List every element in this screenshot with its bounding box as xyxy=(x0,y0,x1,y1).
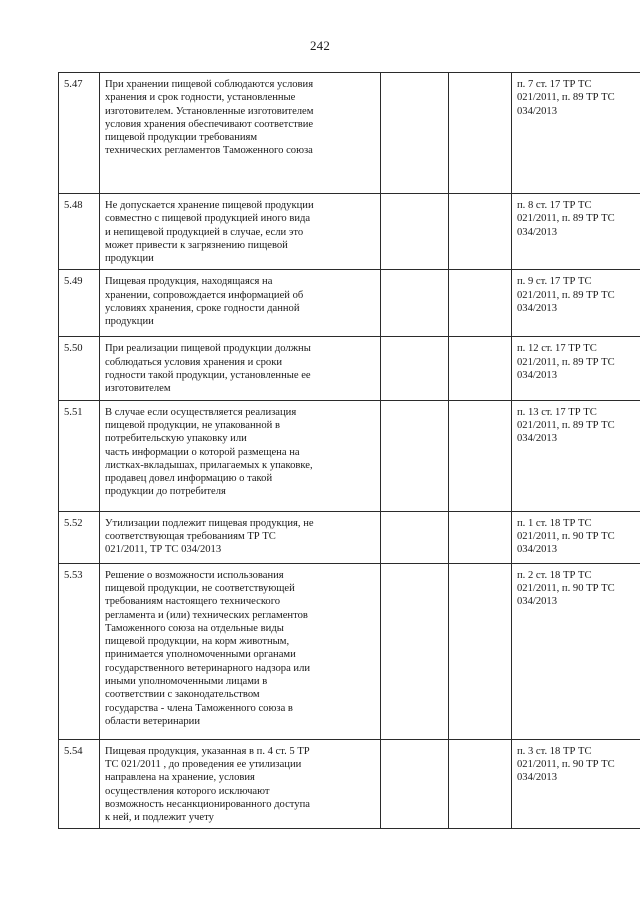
check-cell-cell xyxy=(381,73,449,194)
legal-reference-cell xyxy=(512,194,640,270)
table-row xyxy=(59,563,640,739)
row-number: 5.49 xyxy=(64,276,83,288)
comment-cell-cell xyxy=(449,194,512,270)
requirement-text-cell xyxy=(100,270,381,337)
table-body xyxy=(59,73,640,829)
legal-reference-cell xyxy=(512,337,640,400)
requirement-text-cell xyxy=(100,739,381,829)
requirement-text: Пищевая продукция, находящаяся на хранении, сопровождается информацией об условиях хранения, сроке годности данной продукции xyxy=(105,276,304,328)
legal-reference: п. 7 ст. 17 ТР ТС 021/2011, п. 89 ТР ТС 034/2013 xyxy=(517,79,615,117)
row-number-cell xyxy=(59,73,100,194)
table-row xyxy=(59,337,640,400)
legal-reference-cell xyxy=(512,400,640,511)
legal-reference-cell xyxy=(512,563,640,739)
check-cell-cell xyxy=(381,337,449,400)
legal-reference-cell xyxy=(512,739,640,829)
legal-reference: п. 12 ст. 17 ТР ТС 021/2011, п. 89 ТР ТС 034/2013 xyxy=(517,343,615,382)
row-number-cell xyxy=(59,511,100,563)
legal-reference: п. 9 ст. 17 ТР ТС 021/2011, п. 89 ТР ТС 034/2013 xyxy=(517,276,615,315)
check-cell-cell xyxy=(381,270,449,337)
table-row xyxy=(59,73,640,194)
row-number: 5.53 xyxy=(64,569,83,581)
comment-cell-cell xyxy=(449,739,512,829)
requirement-text-cell xyxy=(100,194,381,270)
check-cell-cell xyxy=(381,194,449,270)
requirement-text: Решение о возможности использования пищевой продукции, не соответствующей требованиям настоящего технического регламента и (или) технических регламентов Таможенного союза на отдельные виды пищевой продукции, на корм животным, принимается уполномоченными органами государственного ветеринарного надзора или иными уполномоченными лицами в соответствии с законодательством государства - члена Таможенного союза в области ветеринарии xyxy=(105,569,311,727)
requirements-table xyxy=(58,72,640,829)
requirement-text: Не допускается хранение пищевой продукции совместно с пищевой продукцией иного вида и непищевой продукцией в случае, если это может привести к загрязнению пищевой продукции xyxy=(105,200,314,265)
legal-reference: п. 8 ст. 17 ТР ТС 021/2011, п. 89 ТР ТС 034/2013 xyxy=(517,200,615,238)
check-cell-cell xyxy=(381,511,449,563)
legal-reference: п. 13 ст. 17 ТР ТС 021/2011, п. 89 ТР ТС 034/2013 xyxy=(517,406,615,445)
table-row xyxy=(59,511,640,563)
requirement-text: При реализации пищевой продукции должны соблюдаться условия хранения и сроки годности такой продукции, установленные ее изготовителем xyxy=(105,343,311,395)
legal-reference: п. 1 ст. 18 ТР ТС 021/2011, п. 90 ТР ТС 034/2013 xyxy=(517,517,615,556)
legal-reference: п. 2 ст. 18 ТР ТС 021/2011, п. 90 ТР ТС 034/2013 xyxy=(517,569,615,608)
comment-cell-cell xyxy=(449,270,512,337)
legal-reference-cell xyxy=(512,270,640,337)
legal-reference: п. 3 ст. 18 ТР ТС 021/2011, п. 90 ТР ТС 034/2013 xyxy=(517,745,615,784)
table-row xyxy=(59,739,640,829)
requirement-text-cell xyxy=(100,337,381,400)
table-row xyxy=(59,400,640,511)
row-number: 5.50 xyxy=(64,343,83,355)
row-number: 5.54 xyxy=(64,745,83,757)
check-cell-cell xyxy=(381,400,449,511)
legal-reference-cell xyxy=(512,73,640,194)
requirement-text-cell xyxy=(100,400,381,511)
requirement-text: Утилизации подлежит пищевая продукция, не соответствующая требованиям ТР ТС 021/2011, ТР ТС 034/2013 xyxy=(105,517,314,556)
requirement-text: Пищевая продукция, указанная в п. 4 ст. 5 ТР ТС 021/2011 , до проведения ее утилизации направлена на хранение, условия осуществления которого исключают возможность несанкционированного доступа к ней, и подлежит учету xyxy=(105,745,310,824)
comment-cell-cell xyxy=(449,73,512,194)
row-number-cell xyxy=(59,337,100,400)
check-cell-cell xyxy=(381,739,449,829)
table-row xyxy=(59,194,640,270)
requirement-text-cell xyxy=(100,73,381,194)
comment-cell-cell xyxy=(449,337,512,400)
page-number: 242 xyxy=(309,38,331,53)
table-row xyxy=(59,270,640,337)
row-number-cell xyxy=(59,563,100,739)
legal-reference-cell xyxy=(512,511,640,563)
comment-cell-cell xyxy=(449,400,512,511)
row-number-cell xyxy=(59,400,100,511)
row-number-cell xyxy=(59,194,100,270)
row-number-cell xyxy=(59,739,100,829)
row-number: 5.48 xyxy=(64,200,83,211)
requirement-text: В случае если осуществляется реализация пищевой продукции, не упакованной в потребительскую упаковку или часть информации о которой размещена на листках-вкладышах, прилагаемых к упаковке, продавец довел информацию о такой продукции до потребителя xyxy=(105,406,313,498)
row-number: 5.51 xyxy=(64,406,83,418)
row-number-cell xyxy=(59,270,100,337)
requirement-text-cell xyxy=(100,563,381,739)
check-cell-cell xyxy=(381,563,449,739)
row-number: 5.47 xyxy=(64,79,83,90)
comment-cell-cell xyxy=(449,563,512,739)
row-number: 5.52 xyxy=(64,517,83,529)
comment-cell-cell xyxy=(449,511,512,563)
requirement-text-cell xyxy=(100,511,381,563)
requirement-text: При хранении пищевой соблюдаются условия хранения и срок годности, установленные изготовителем. Установленные изготовителем условия хранения обеспечивают соответствие пищевой продукции требованиям технических регламентов Таможенного союза xyxy=(105,79,314,157)
